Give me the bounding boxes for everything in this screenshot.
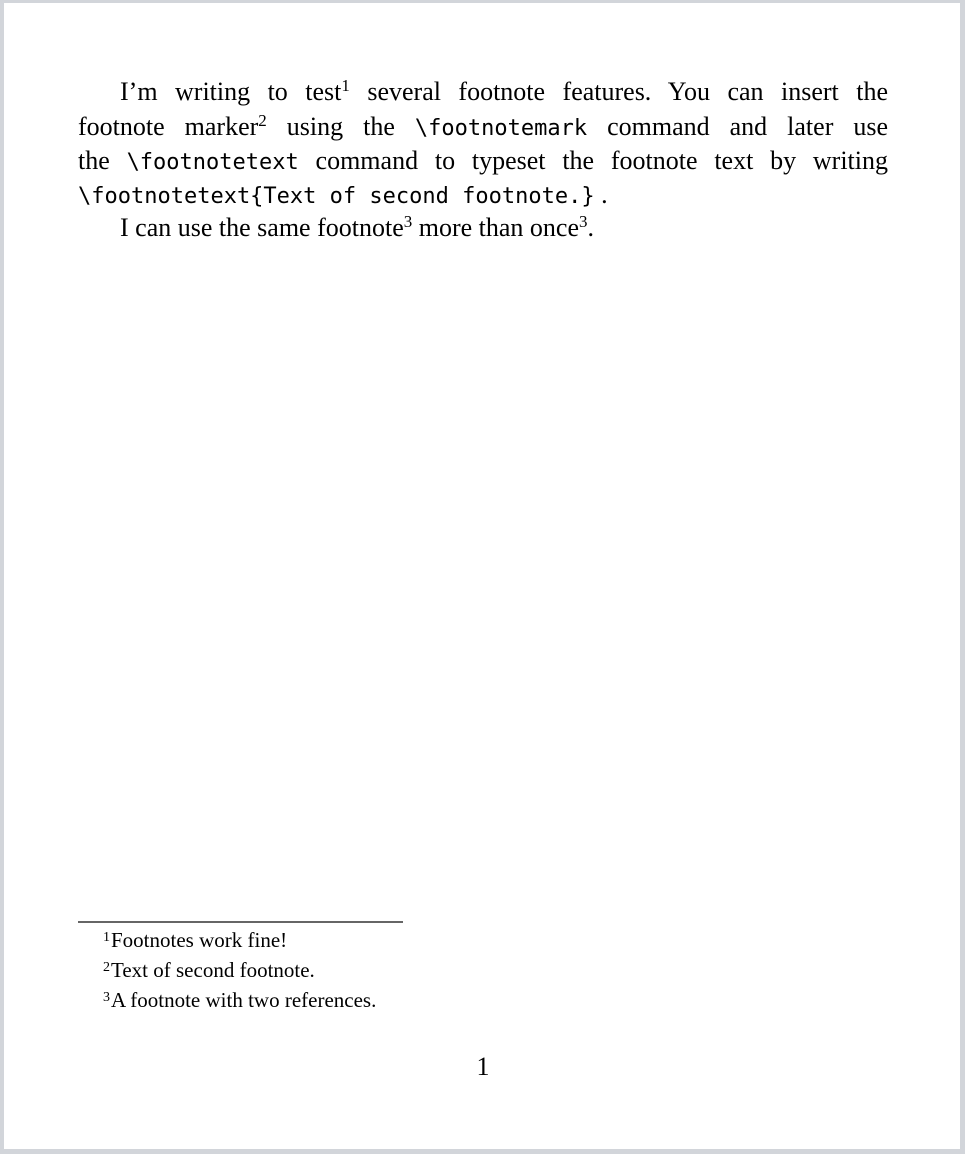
footnote-rule (78, 921, 403, 923)
text-segment: I can use the same footnote (120, 213, 404, 243)
text-segment: the (78, 146, 127, 176)
body-line-4 (78, 179, 888, 213)
footnote-reference-3-repeat: 3 (579, 212, 588, 232)
footnote-item-3 (78, 987, 888, 1017)
footnote-text-1: Footnotes work fine! (111, 928, 288, 952)
footnote-marker-3: 3 (103, 990, 110, 1005)
text-segment: . (587, 213, 594, 243)
inline-code-footnotetext-example: \footnotetext{Text of second footnote.} (78, 183, 595, 209)
footnotes-section (78, 927, 888, 1017)
text-segment: command and later use (587, 111, 889, 141)
footnote-reference-3: 3 (403, 212, 413, 232)
text-segment: more than once (412, 213, 579, 243)
body-line-5 (78, 212, 888, 247)
footnote-text-3: A footnote with two references. (111, 988, 377, 1012)
footnote-marker-2: 2 (103, 960, 110, 975)
footnote-item-2 (78, 957, 888, 987)
text-segment: command to typeset the footnote text by writing (298, 146, 888, 176)
footnote-reference-1: 1 (341, 76, 350, 95)
page-number: 1 (476, 1052, 490, 1081)
body-text (78, 76, 888, 247)
text-segment: footnote marker (78, 111, 259, 141)
footnote-marker-1: 1 (103, 930, 110, 945)
inline-code-footnotemark: \footnotemark (414, 115, 588, 141)
body-line-2 (78, 111, 888, 146)
body-line-1 (78, 76, 888, 111)
footnote-item-1 (78, 927, 888, 957)
text-segment: several footnote features. You can insert the (349, 77, 888, 106)
text-segment: using the (266, 111, 415, 141)
document-page (4, 3, 960, 1149)
text-segment: I’m writing to test (120, 77, 342, 106)
footnote-reference-2: 2 (258, 110, 267, 130)
body-line-3 (78, 145, 888, 179)
text-segment: . (594, 179, 608, 209)
inline-code-footnotetext: \footnotetext (126, 150, 299, 176)
footnote-text-2: Text of second footnote. (111, 958, 315, 982)
